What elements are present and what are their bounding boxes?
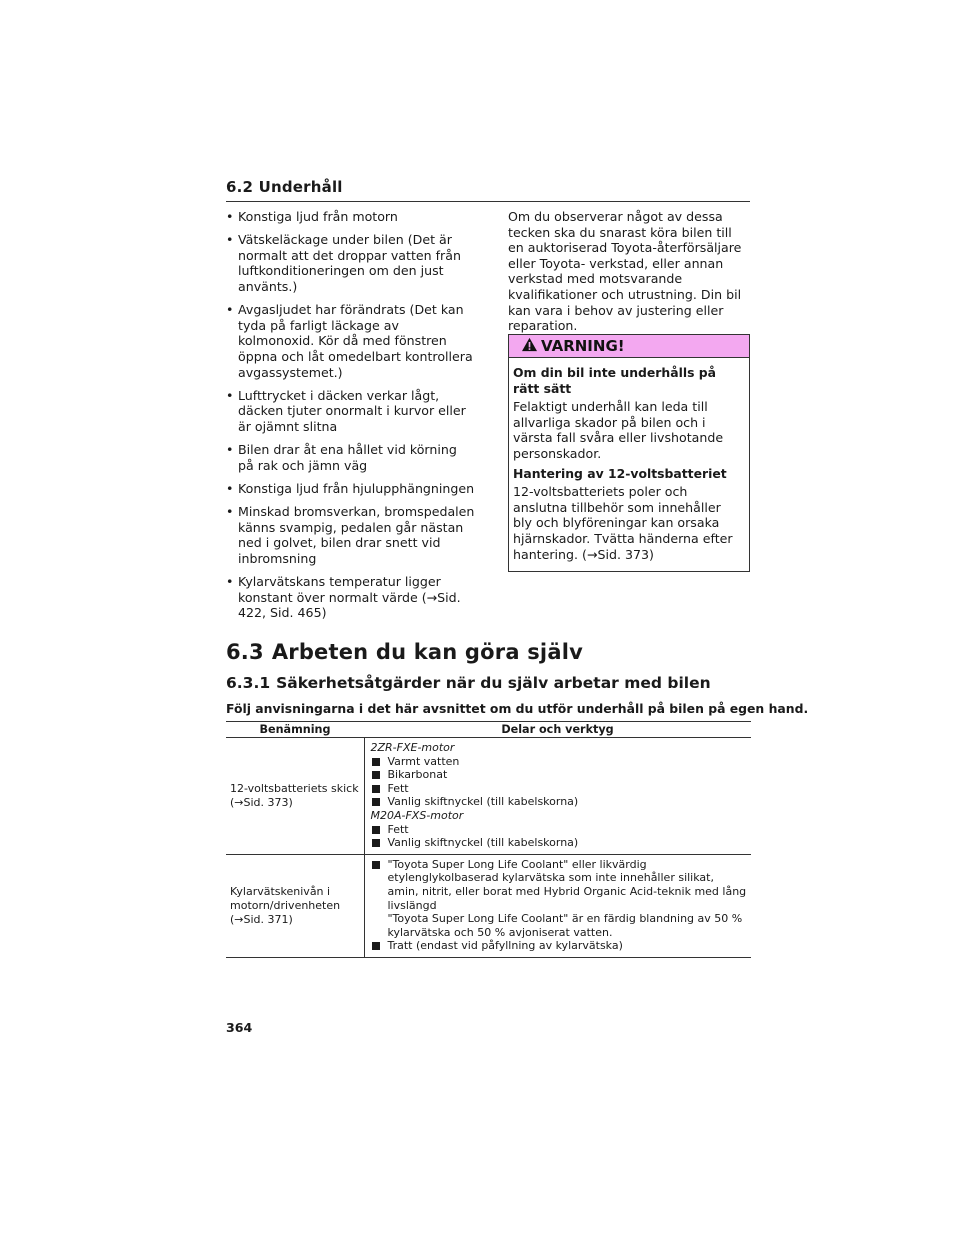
column-header-name: Benämning xyxy=(226,722,364,738)
section-header-title: 6.2 Underhåll xyxy=(226,178,343,196)
warning-title-bar xyxy=(509,335,749,358)
list-item-text: Bilen drar åt ena hållet vid körning på rak och jämn väg xyxy=(238,442,457,473)
list-item xyxy=(226,574,476,621)
square-bullet-icon xyxy=(372,861,380,869)
tool-item: Vanlig skiftnyckel (till kabelskorna) xyxy=(371,836,748,850)
list-item xyxy=(226,209,476,225)
intro-text: Följ anvisningarna i det här avsnittet om du utför underhåll på bilen på egen hand. xyxy=(226,701,809,716)
warning-title: VARNING! xyxy=(541,337,625,355)
row-tools-cell xyxy=(364,738,751,855)
subsection-title xyxy=(226,674,711,692)
table-header-row xyxy=(226,722,751,738)
warning-text: 12-voltsbatteriets poler och anslutna tillbehör som innehåller bly och blyföreningar kan orsaka hjärnskador. Tvätta händerna efter hantering. (→Sid. 373) xyxy=(513,484,733,562)
list-item xyxy=(226,388,476,435)
section-title-text: Arbeten du kan göra själv xyxy=(271,640,583,664)
warning-heading: Om din bil inte underhålls på rätt sätt xyxy=(513,365,717,396)
bullet-mark: • xyxy=(226,480,234,496)
list-item-text: Minskad bromsverkan, bromspedalen känns svampig, pedalen går nästan ned i golvet, bilen drar snett vid inbromsning xyxy=(238,504,475,566)
tools-table xyxy=(226,721,751,958)
subsection-number: 6.3.1 xyxy=(226,674,271,692)
subsection-title-text: Säkerhetsåtgärder när du själv arbetar med bilen xyxy=(276,674,711,692)
engine-label: M20A-FXS-motor xyxy=(370,808,464,822)
square-bullet-icon xyxy=(372,758,380,766)
bullet-mark: • xyxy=(226,232,234,248)
tool-item: Fett xyxy=(371,782,748,796)
list-item xyxy=(226,302,476,380)
list-item-text: Vätskeläckage under bilen (Det är normalt att det droppar vatten från luftkonditioneringen om den just använts.) xyxy=(238,232,461,294)
warning-box xyxy=(508,334,750,572)
square-bullet-icon xyxy=(372,771,380,779)
row-name-cell: Kylarvätskenivån i motorn/drivenheten (→Sid. 371) xyxy=(226,854,364,957)
tool-item: Vanlig skiftnyckel (till kabelskorna) xyxy=(371,795,748,809)
square-bullet-icon xyxy=(372,826,380,834)
warning-heading: Hantering av 12-voltsbatteriet xyxy=(513,465,727,481)
list-item-text: Konstiga ljud från hjulupphängningen xyxy=(238,480,475,496)
column-header-tools: Delar och verktyg xyxy=(364,722,751,738)
tool-item: Bikarbonat xyxy=(371,768,748,782)
tool-item: Varmt vatten xyxy=(371,755,748,769)
list-item xyxy=(226,442,476,473)
bullet-mark: • xyxy=(226,387,234,403)
table-row xyxy=(226,854,751,957)
section-title xyxy=(226,640,583,664)
warning-triangle-icon xyxy=(521,337,541,356)
bullet-mark: • xyxy=(226,574,234,590)
bullet-mark: • xyxy=(226,302,234,318)
row-name-cell: 12-voltsbatteriets skick (→Sid. 373) xyxy=(226,738,364,855)
warning-body xyxy=(509,358,749,571)
advice-column xyxy=(508,209,751,334)
symptom-list-column xyxy=(226,209,476,628)
coolant-note: "Toyota Super Long Life Coolant" är en färdig blandning av 50 % kylarvätska och 50 % avjoniserat vatten. xyxy=(387,912,743,939)
bullet-mark: • xyxy=(226,504,234,520)
warning-text: Felaktigt underhåll kan leda till allvarliga skador på bilen och i värsta fall svåra eller livshotande personskador. xyxy=(513,399,724,461)
list-item-text: Lufttrycket i däcken verkar lågt, däcken tjuter onormalt i kurvor eller är ojämnt slitna xyxy=(238,387,466,434)
header-rule xyxy=(226,201,750,202)
row-tools-cell xyxy=(364,854,751,957)
square-bullet-icon xyxy=(372,839,380,847)
table-row xyxy=(226,738,751,855)
section-number: 6.3 xyxy=(226,640,264,664)
square-bullet-icon xyxy=(372,785,380,793)
engine-label: 2ZR-FXE-motor xyxy=(370,741,455,754)
page-number: 364 xyxy=(226,1020,253,1035)
list-item xyxy=(226,504,476,566)
list-item-text: Avgasljudet har förändrats (Det kan tyda på farligt läckage av kolmonoxid. Kör då med fönstren öppna och låt omedelbart kontrollera avgassystemet.) xyxy=(238,302,473,380)
square-bullet-icon xyxy=(372,942,380,950)
list-item xyxy=(226,232,476,294)
square-bullet-icon xyxy=(372,798,380,806)
symptom-list xyxy=(226,209,476,621)
tool-item: Tratt (endast vid påfyllning av kylarvätska) xyxy=(371,939,748,953)
bullet-mark: • xyxy=(226,442,234,458)
advice-paragraph: Om du observerar något av dessa tecken ska du snarast köra bilen till en auktoriserad Toyota-återförsäljare eller Toyota- verkstad, eller annan verkstad med motsvarande kvalifikationer och utrustning. Din bil kan vara i behov av justering eller reparation. xyxy=(508,209,742,334)
bullet-mark: • xyxy=(226,209,234,224)
section-header xyxy=(226,178,750,202)
list-item-text: Konstiga ljud från motorn xyxy=(238,209,398,224)
tool-item: Fett xyxy=(371,823,748,837)
list-item-text: Kylarvätskans temperatur ligger konstant över normalt värde (→Sid. 422, Sid. 465) xyxy=(238,574,461,621)
tool-item: "Toyota Super Long Life Coolant" eller likvärdig etylenglykolbaserad kylarvätska som inte innehåller silikat, amin, nitrit, eller borat med Hybrid Organic Acid-teknik med lång livslängd "Toyota Super Long Life Coolant" är en färdig blandning av 50 % kylarvätska och 50 % avjoniserat vatten. xyxy=(371,858,748,940)
list-item xyxy=(226,481,476,497)
